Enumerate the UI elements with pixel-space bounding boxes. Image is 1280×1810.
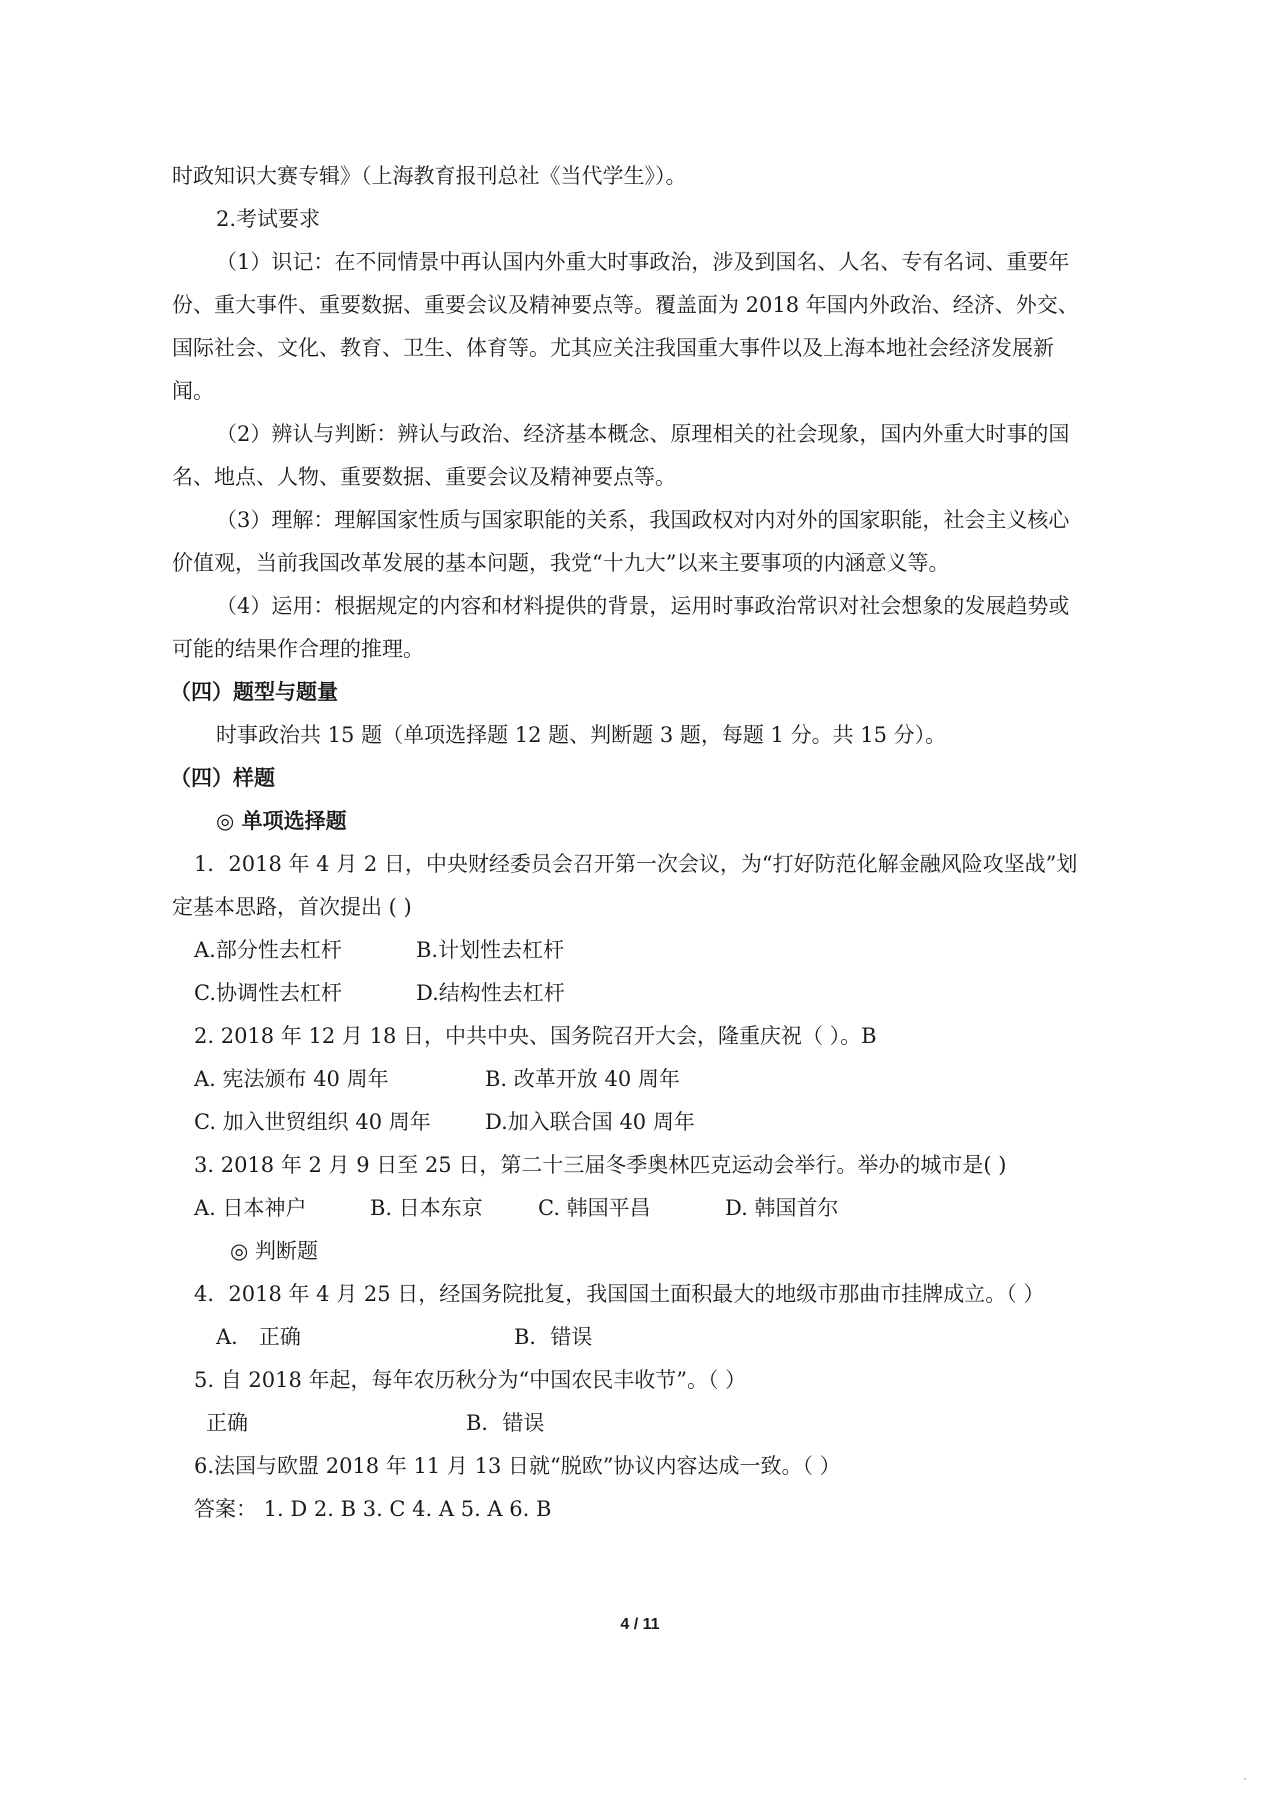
answer-option: A. 宪法颁布 40 周年 [194, 1067, 389, 1091]
section-heading: （四）题型与题量 [170, 679, 338, 704]
paragraph-line: 国际社会、文化、教育、卫生、体育等。尤其应关注我国重大事件以及上海本地社会经济发展新 [172, 336, 1054, 360]
answer-option: A.部分性去杠杆 [194, 938, 342, 962]
answer-option: 正确 [206, 1411, 248, 1435]
question-text: 6.法国与欧盟 2018 年 11 月 13 日就“脱欧”协议内容达成一致。（ ） [194, 1454, 841, 1478]
question-text: 3. 2018 年 2 月 9 日至 25 日，第二十三届冬季奥林匹克运动会举行。举办的城市是( ) [194, 1153, 1007, 1177]
paragraph-line: （3）理解：理解国家性质与国家职能的关系，我国政权对内对外的国家职能，社会主义核心 [216, 508, 1070, 532]
paragraph-line: 价值观，当前我国改革发展的基本问题，我党“十九大”以来主要事项的内涵意义等。 [172, 551, 950, 575]
paragraph-line: 可能的结果作合理的推理。 [172, 637, 424, 661]
answer-option: B. 改革开放 40 周年 [485, 1067, 680, 1091]
answer-option: B．错误 [466, 1411, 545, 1435]
answer-option: B. 日本东京 [370, 1196, 483, 1220]
page-number: 4 / 11 [620, 1616, 660, 1633]
paragraph-line: （2）辨认与判断：辨认与政治、经济基本概念、原理相关的社会现象，国内外重大时事的国 [216, 422, 1070, 446]
answer-option: D.结构性去杠杆 [416, 981, 565, 1005]
answer-option: C.协调性去杠杆 [194, 981, 342, 1005]
answer-option: C. 韩国平昌 [538, 1196, 651, 1220]
answer-option: A． 正确 [216, 1325, 301, 1349]
answer-key: 答案： 1. D 2. B 3. C 4. A 5. A 6. B [194, 1497, 552, 1521]
subsection-heading: ◎ 判断题 [230, 1239, 318, 1263]
answer-option: B．错误 [514, 1325, 593, 1349]
answer-option: D.加入联合国 40 周年 [485, 1110, 695, 1134]
subsection-heading: ◎ 单项选择题 [216, 808, 347, 833]
paragraph-line: 份、重大事件、重要数据、重要会议及精神要点等。覆盖面为 2018 年国内外政治、经济、外交、 [172, 293, 1079, 317]
question-text: 定基本思路，首次提出 ( ) [172, 895, 412, 919]
question-text: 2. 2018 年 12 月 18 日，中共中央、国务院召开大会，隆重庆祝（ ）。B [194, 1024, 877, 1048]
paragraph-line: 闻。 [172, 379, 214, 403]
question-text: 1．2018 年 4 月 2 日，中央财经委员会召开第一次会议，为“打好防范化解金融风险攻坚战”划 [194, 852, 1078, 876]
scan-speck [1244, 1778, 1246, 1780]
text-line: 时政知识大赛专辑》（上海教育报刊总社《当代学生》）。 [172, 164, 687, 188]
answer-option: A. 日本神户 [194, 1196, 307, 1220]
paragraph-line: 时事政治共 15 题（单项选择题 12 题、判断题 3 题，每题 1 分。共 15 分）。 [216, 723, 947, 747]
paragraph-line: （4）运用：根据规定的内容和材料提供的背景，运用时事政治常识对社会想象的发展趋势或 [216, 594, 1070, 618]
paragraph-line: （1）识记：在不同情景中再认国内外重大时事政治，涉及到国名、人名、专有名词、重要年 [216, 250, 1070, 274]
paragraph-line: 名、地点、人物、重要数据、重要会议及精神要点等。 [172, 465, 676, 489]
answer-option: C. 加入世贸组织 40 周年 [194, 1110, 431, 1134]
section-heading: 2.考试要求 [216, 207, 321, 231]
answer-option: B.计划性去杠杆 [416, 938, 565, 962]
answer-option: D. 韩国首尔 [725, 1196, 839, 1220]
section-heading: （四）样题 [170, 765, 275, 790]
question-text: 5. 自 2018 年起，每年农历秋分为“中国农民丰收节”。（ ） [194, 1368, 747, 1392]
question-text: 4．2018 年 4 月 25 日，经国务院批复，我国国土面积最大的地级市那曲市挂牌成立。（ ） [194, 1282, 1045, 1306]
